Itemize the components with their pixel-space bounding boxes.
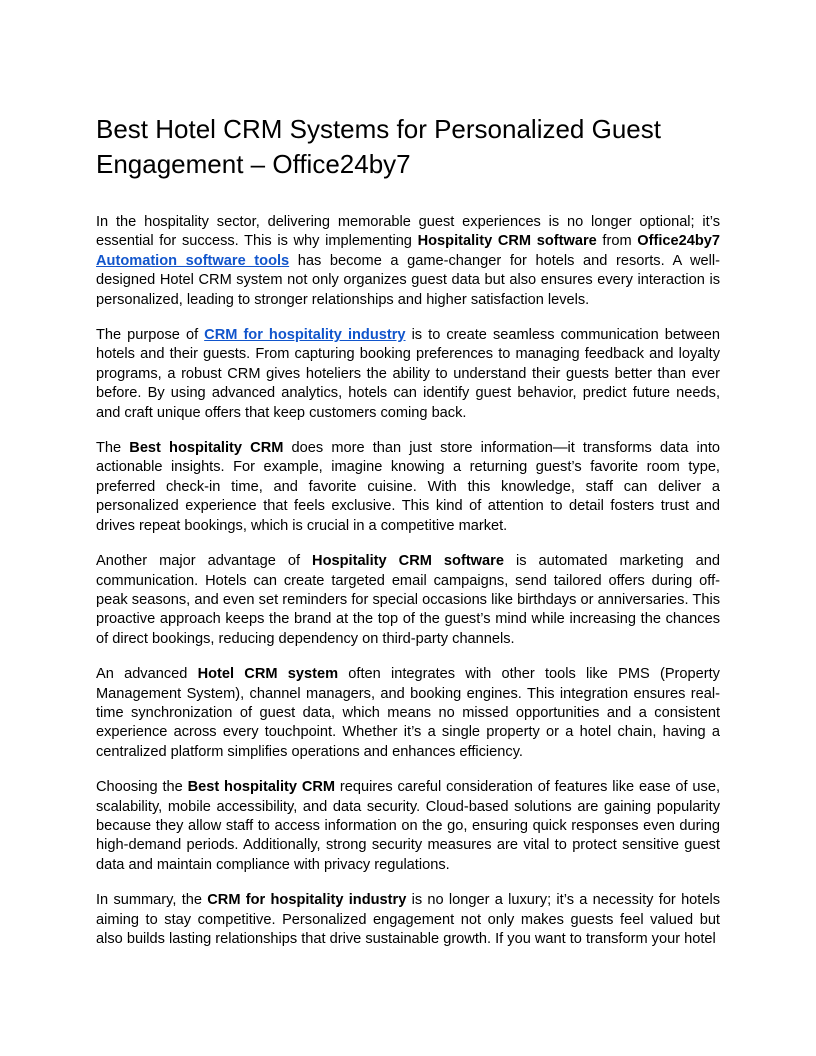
bold-phrase: Hospitality CRM software [417, 233, 597, 250]
bold-phrase: Best hospitality CRM [129, 440, 284, 457]
paragraph-best-crm: The Best hospitality CRM does more than just store information—it transforms data into actionable insights. For example, imagine knowing a returning guest’s favorite room type, preferred check-in time, and favorite cuisine. With this knowledge, staff can deliver a personalized experience that feels exclusive. This kind of attention to detail fosters trust and drives repeat bookings, which is crucial in a competitive market. [96, 440, 721, 534]
paragraph-intro: In the hospitality sector, delivering memorable guest experiences is no longer optional; it’s essential for success. This is why implementing Hospitality CRM software from Office24by7 Automation software tools has become a game-changer for hotels and resorts. A well-designed Hotel CRM system not only organizes guest data but also ensures every interaction is personalized, leading to stronger relationships and higher satisfaction levels. [96, 214, 721, 308]
document-page [96, 112, 720, 965]
paragraph-automated-marketing: Another major advantage of Hospitality CRM software is automated marketing and communication. Hotels can create targeted email campaigns, send tailored offers during off-peak seasons, and even set reminders for special occasions like birthdays or anniversaries. This proactive approach keeps the brand at the top of the guest’s mind while increasing the chances of direct bookings, reducing dependency on third-party channels. [96, 553, 720, 647]
automation-software-tools-link[interactable]: Automation software tools [96, 252, 290, 269]
bold-phrase: Office24by7 [637, 233, 721, 250]
bold-phrase: Hospitality CRM software [312, 553, 504, 570]
paragraph-choosing: Choosing the Best hospitality CRM requires careful consideration of features like ease of use, scalability, mobile accessibility, and data security. Cloud-based solutions are gaining popularity because they allow staff to access information on the go, ensuring quick responses even during high-demand periods. Additionally, strong security measures are vital to protect sensitive guest data and maintain compliance with privacy regulations. [96, 779, 720, 873]
paragraph-purpose: The purpose of CRM for hospitality industry is to create seamless communication between hotels and their guests. From capturing booking preferences to managing feedback and loyalty programs, a robust CRM gives hoteliers the ability to understand their guests better than ever before. By using advanced analytics, hotels can identify guest behavior, predict future needs, and craft unique offers that keep customers coming back. [96, 327, 720, 421]
paragraph-summary: In summary, the CRM for hospitality industry is no longer a luxury; it’s a necessity for hotels aiming to stay competitive. Personalized engagement not only makes guests feel valued but also builds lasting relationships that drive sustainable growth. If you want to transform your hotel [96, 892, 721, 947]
bold-phrase: Best hospitality CRM [187, 779, 336, 796]
paragraph-integration: An advanced Hotel CRM system often integrates with other tools like PMS (Property Management System), channel managers, and booking engines. This integration ensures real-time synchronization of guest data, which means no missed opportunities and a consistent experience across every touchpoint. Whether it’s a single property or a hotel chain, having a centralized platform simplifies operations and enhances efficiency. [96, 666, 720, 760]
bold-phrase: Hotel CRM system [197, 666, 339, 683]
document-title: Best Hotel CRM Systems for Personalized Guest Engagement – Office24by7 [96, 114, 661, 179]
bold-phrase: CRM for hospitality industry [207, 892, 407, 909]
crm-for-hospitality-industry-link[interactable]: CRM for hospitality industry [204, 327, 406, 344]
